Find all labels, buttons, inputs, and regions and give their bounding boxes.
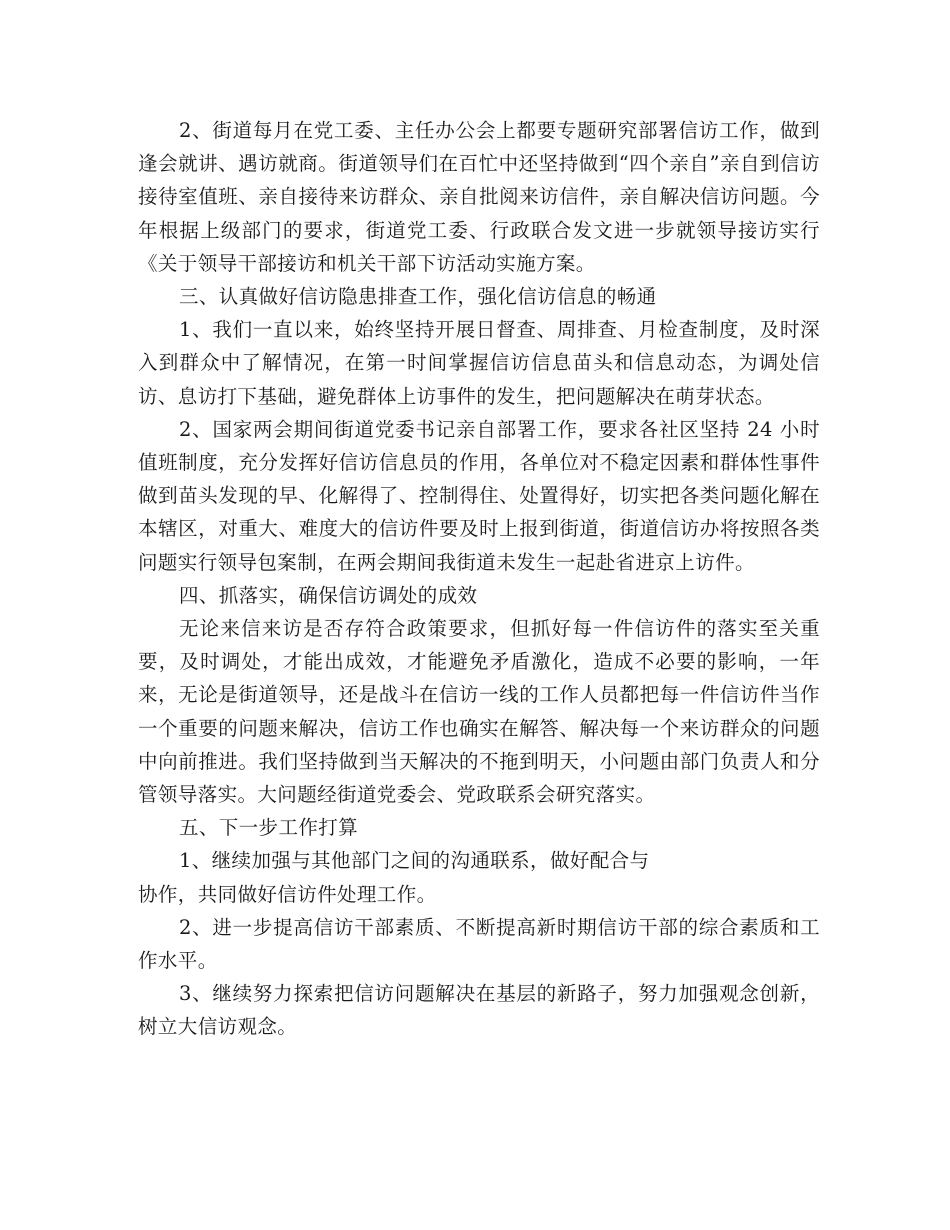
paragraph-implementation: 无论来信来访是否存符合政策要求，但抓好每一件信访件的落实至关重要，及时调处，才能出成效，才能避免矛盾激化，造成不必要的影响，一年来，无论是街道领导，还是战斗在信访一线的工作人员都把每一件信访件当作一个重要的问题来解决，信访工作也确实在解答、解决每一个来访群众的问题中向前推进。我们坚持做到当天解决的不拖到明天，小问题由部门负责人和分管领导落实。大问题经街道党委会、党政联系会研究落实。 <box>138 617 820 807</box>
paragraph-next-step-1b: 协作，共同做好信访件处理工作。 <box>138 882 437 906</box>
heading-section-five: 五、下一步工作打算 <box>178 816 359 840</box>
paragraph-street-work-deployment: 2、街道每月在党工委、主任办公会上都要专题研究部署信访工作，做到逢会就讲、遇访就商。街道领导们在百忙中还坚持做到“四个亲自”亲自到信访接待室值班、亲自接待来访群众、亲自批阅来访信件，亲自解决信访问题。今年根据上级部门的要求，街道党工委、行政联合发文进一步就领导接访实行《关于领导干部接访和机关干部下访活动实施方案。 <box>138 119 820 275</box>
paragraph-next-step-3: 3、继续努力探索把信访问题解决在基层的新路子，努力加强观念创新，树立大信访观念。 <box>138 982 820 1039</box>
heading-section-three: 三、认真做好信访隐患排查工作，强化信访信息的畅通 <box>178 285 657 309</box>
document-body <box>138 114 820 1044</box>
heading-section-four: 四、抓落实，确保信访调处的成效 <box>178 583 478 607</box>
paragraph-next-step-2: 2、进一步提高信访干部素质、不断提高新时期信访干部的综合素质和工作水平。 <box>138 915 820 973</box>
paragraph-inspection-system: 1、我们一直以来，始终坚持开展日督查、周排查、月检查制度，及时深入到群众中了解情况，在第一时间掌握信访信息苗头和信息动态，为调处信访、息访打下基础，避免群体上访事件的发生，把问题解决在萌芽状态。 <box>138 318 820 408</box>
paragraph-next-step-1a: 1、继续加强与其他部门之间的沟通联系，做好配合与 <box>178 849 650 873</box>
paragraph-two-sessions: 2、国家两会期间街道党委书记亲自部署工作，要求各社区坚持 24 小时值班制度，充分发挥好信访信息员的作用，各单位对不稳定因素和群体性事件做到苗头发现的早、化解得了、控制得住、处置得好，切实把各类问题化解在本辖区，对重大、难度大的信访件要及时上报到街道，街道信访办将按照各类问题实行领导包案制，在两会期间我街道未发生一起赴省进京上访件。 <box>138 417 820 574</box>
